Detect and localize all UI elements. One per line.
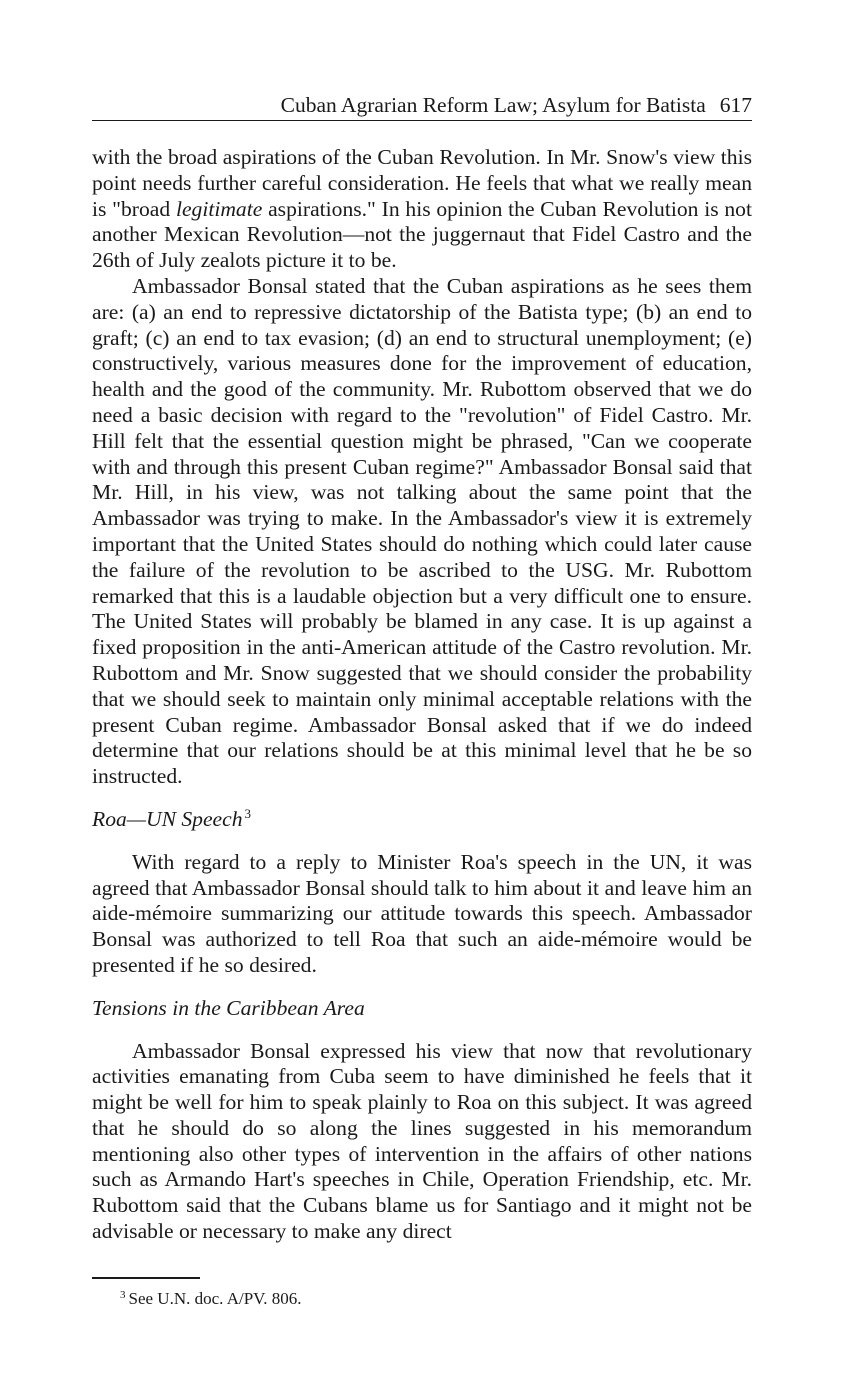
footnote-text: See U.N. doc. A/PV. 806. xyxy=(128,1289,302,1308)
paragraph-3: With regard to a reply to Minister Roa's speech in the UN, it was agreed that Ambassador Bonsal should talk to him about it and leave him an aide-mémoire summarizing our attitude towards this speech. Ambassador Bonsal was authorized to tell Roa that such an aide-mémoire would be presented if he so desired. xyxy=(92,849,752,977)
section-heading-roa-text: Roa—UN Speech xyxy=(92,806,243,831)
section-heading-caribbean: Tensions in the Caribbean Area xyxy=(92,995,365,1020)
section-heading-roa-un-speech xyxy=(92,807,752,833)
running-head-title: Cuban Agrarian Reform Law; Asylum for Batista xyxy=(280,93,706,117)
paragraph-1 xyxy=(92,145,752,274)
italic-legitimate: legitimate xyxy=(175,196,263,221)
footnote-reference: 3 xyxy=(244,805,252,821)
paragraph-4: Ambassador Bonsal expressed his view that now that revolutionary activities emanating from Cuba seem to have diminished he feels that it might be well for him to speak plainly to Roa on this subject. It was agreed that he should do so along the lines suggested in his memorandum mentioning also other types of intervention in the affairs of other nations such as Armando Hart's speeches in Chile, Operation Friendship, etc. Mr. Rubottom said that the Cubans blame us for Santiago and it might not be advisable or necessary to make any direct xyxy=(92,1038,752,1244)
footnote xyxy=(120,1288,302,1310)
footnote-rule xyxy=(92,1277,200,1279)
paragraph-2: Ambassador Bonsal stated that the Cuban aspirations as he sees them are: (a) an end to repressive dictatorship of the Batista type; (b) an end to graft; (c) an end to tax evasion; (d) an end to structural unemployment; (e) constructively, various measures done for the improvement of education, health and the good of the community. Mr. Rubottom observed that we do need a basic decision with regard to the "revolution" of Fidel Castro. Mr. Hill felt that the essential question might be phrased, "Can we cooperate with and through this present Cuban regime?" Ambassador Bonsal said that Mr. Hill, in his view, was not talking about the same point that the Ambassador was trying to make. In the Ambassador's view it is extremely important that the United States should do nothing which could later cause the failure of the revolution to be ascribed to the USG. Mr. Rubottom remarked that this is a laudable objection but a very difficult one to ensure. The United States will probably be blamed in any case. It is up against a fixed proposition in the anti-American attitude of the Castro revolution. Mr. Rubottom and Mr. Snow suggested that we should consider the probability that we should seek to maintain only minimal acceptable relations with the present Cuban regime. Ambassador Bonsal asked that if we do indeed determine that our relations should be at this minimal level that he be so instructed. xyxy=(92,273,752,789)
paragraph-1-end: aspirations." In his opinion the Cuban Revolution is not another Mexican Revolution—not the juggernaut that Fidel Castro and the 26th of July zealots picture it to be. xyxy=(92,196,752,273)
paragraph-1-start: with the broad aspirations of the Cuban Revolution. In Mr. Snow's view this point needs further careful consideration. He feels that what we really mean is "broad xyxy=(92,145,752,221)
running-head xyxy=(92,90,752,121)
body-text xyxy=(92,145,752,1245)
footnote-marker: 3 xyxy=(120,1289,126,1301)
page-number: 617 xyxy=(719,93,752,117)
